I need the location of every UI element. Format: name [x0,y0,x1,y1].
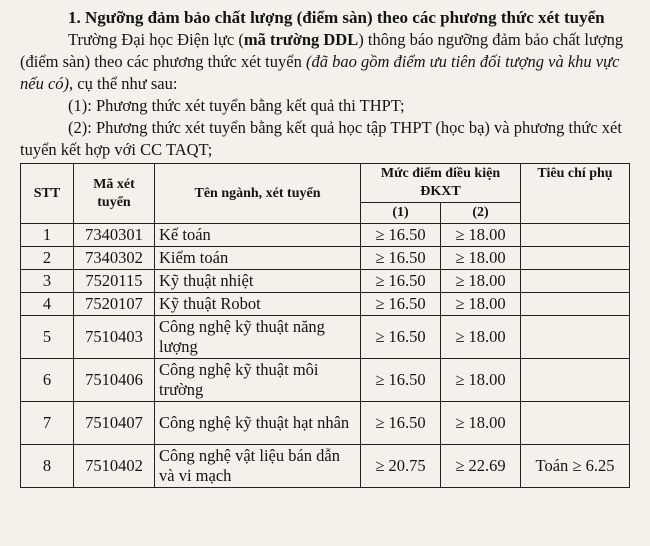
row-criteria [521,293,630,316]
row-stt: 6 [21,359,74,402]
row-score-2: ≥ 18.00 [441,402,521,445]
row-code: 7510402 [74,445,155,488]
row-score-1: ≥ 16.50 [361,224,441,247]
table-row [21,316,630,359]
row-name: Kiểm toán [155,247,361,270]
table-row [21,224,630,247]
row-code: 7340301 [74,224,155,247]
row-score-1: ≥ 16.50 [361,316,441,359]
method-2: (2): Phương thức xét tuyển bằng kết quả học tập THPT (học bạ) và phương thức xét tuyển kết hợp với CC TAQT; [20,118,622,159]
table-row [21,445,630,488]
row-name: Công nghệ kỹ thuật năng lượng [155,316,361,359]
row-code: 7520115 [74,270,155,293]
row-criteria [521,402,630,445]
row-score-1: ≥ 16.50 [361,293,441,316]
school-code: mã trường DDL [243,30,359,49]
row-stt: 7 [21,402,74,445]
header-stt: STT [21,164,74,224]
row-score-2: ≥ 18.00 [441,224,521,247]
row-criteria [521,270,630,293]
row-name: Kế toán [155,224,361,247]
row-score-2: ≥ 18.00 [441,316,521,359]
row-score-1: ≥ 16.50 [361,247,441,270]
header-name: Tên ngành, xét tuyển [155,164,361,224]
intro-note: (đã bao gồm điểm ưu tiên đối tượng và khu vực nếu có) [20,52,620,93]
row-stt: 8 [21,445,74,488]
row-stt: 3 [21,270,74,293]
row-score-2: ≥ 18.00 [441,293,521,316]
row-score-1: ≥ 16.50 [361,359,441,402]
row-code: 7510403 [74,316,155,359]
table-row [21,270,630,293]
header-code: Mã xét tuyển [74,164,155,224]
method-1: (1): Phương thức xét tuyển bằng kết quả thi THPT; [68,96,405,115]
row-criteria [521,224,630,247]
row-name: Công nghệ kỹ thuật môi trường [155,359,361,402]
row-stt: 2 [21,247,74,270]
row-code: 7510407 [74,402,155,445]
row-score-1: ≥ 20.75 [361,445,441,488]
table-row [21,359,630,402]
row-criteria [521,247,630,270]
row-score-2: ≥ 18.00 [441,359,521,402]
row-name: Kỹ thuật nhiệt [155,270,361,293]
row-score-2: ≥ 22.69 [441,445,521,488]
header-method-2: (2) [441,203,521,224]
section-heading: 1. Ngưỡng đảm bảo chất lượng (điểm sàn) theo các phương thức xét tuyển [68,8,605,27]
row-score-1: ≥ 16.50 [361,270,441,293]
table-row [21,247,630,270]
row-name: Công nghệ kỹ thuật hạt nhân [155,402,361,445]
intro-text-2: ) thông báo ngưỡng đảm bảo chất lượng (điểm sàn) theo các phương thức xét tuyển [20,30,624,71]
row-score-1: ≥ 16.50 [361,402,441,445]
row-criteria: Toán ≥ 6.25 [521,445,630,488]
table-row [21,293,630,316]
intro-paragraph [20,29,632,95]
score-table [20,163,630,488]
row-criteria [521,316,630,359]
row-name: Công nghệ vật liệu bán dẫn và vi mạch [155,445,361,488]
row-stt: 5 [21,316,74,359]
row-code: 7340302 [74,247,155,270]
row-criteria [521,359,630,402]
header-method-1: (1) [361,203,441,224]
header-criteria: Tiêu chí phụ [521,164,630,224]
row-stt: 1 [21,224,74,247]
table-row [21,402,630,445]
intro-text-1: Trường Đại học Điện lực ( [68,30,244,49]
row-code: 7520107 [74,293,155,316]
header-score-group: Mức điểm điều kiện ĐKXT [361,164,521,203]
row-name: Kỹ thuật Robot [155,293,361,316]
row-code: 7510406 [74,359,155,402]
row-score-2: ≥ 18.00 [441,247,521,270]
intro-text-3: , cụ thể như sau: [69,74,178,93]
row-score-2: ≥ 18.00 [441,270,521,293]
row-stt: 4 [21,293,74,316]
